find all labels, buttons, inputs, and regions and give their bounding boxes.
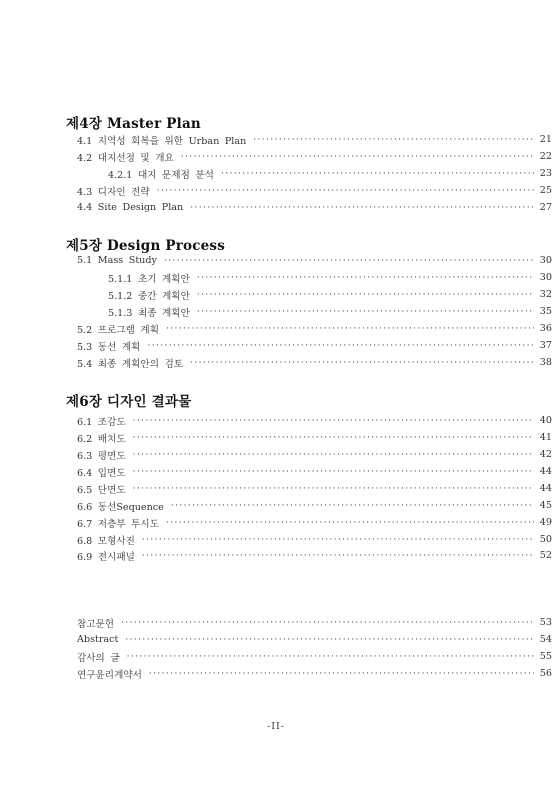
entry-page: 54 (539, 634, 552, 645)
toc-entry[interactable] (0, 648, 552, 665)
entry-label: 6.4 입면도 (77, 467, 126, 479)
chapter-4-title: 제4장 Master Plan (66, 116, 201, 132)
leader-dots (133, 433, 534, 443)
leader-dots (121, 618, 534, 628)
entry-page: 36 (539, 323, 552, 334)
entry-label: Abstract (77, 634, 119, 645)
entry-page: 21 (539, 134, 552, 145)
entry-label: 6.6 동선Sequence (77, 501, 164, 513)
toc-entry[interactable] (0, 547, 552, 564)
toc-entry[interactable] (0, 199, 552, 216)
toc-entry[interactable] (0, 182, 552, 199)
entry-page: 55 (539, 651, 552, 662)
toc-entry[interactable] (0, 148, 552, 165)
toc-entry[interactable] (0, 165, 552, 182)
leader-dots (197, 273, 534, 283)
leader-dots (171, 501, 534, 511)
toc-entry[interactable] (0, 412, 552, 429)
leader-dots (142, 551, 534, 561)
toc-entry[interactable] (0, 131, 552, 148)
entry-page: 49 (539, 517, 552, 528)
toc-entry[interactable] (0, 429, 552, 446)
page-number: -II- (266, 721, 286, 732)
leader-dots (181, 152, 534, 162)
entry-page: 23 (539, 168, 552, 179)
entry-page: 45 (539, 500, 552, 511)
entry-page: 38 (539, 357, 552, 368)
entry-page: 30 (539, 255, 552, 266)
entry-label: 5.1.3 최종 계획안 (108, 307, 190, 319)
entry-label: 6.8 모형사진 (77, 535, 135, 547)
leader-dots (127, 652, 534, 662)
entry-page: 41 (539, 432, 552, 443)
entry-page: 32 (539, 289, 552, 300)
leader-dots (149, 669, 534, 679)
toc-entry[interactable] (0, 497, 552, 514)
entry-page: 35 (539, 306, 552, 317)
toc-entry[interactable] (0, 303, 552, 320)
toc-entry[interactable] (0, 514, 552, 531)
entry-label: 4.1 지역성 회복을 위한 Urban Plan (77, 135, 247, 147)
leader-dots (133, 467, 534, 477)
entry-page: 25 (539, 185, 552, 196)
toc-entry[interactable] (0, 354, 552, 371)
entry-label: 감사의 글 (77, 652, 120, 664)
toc-entry[interactable] (0, 480, 552, 497)
entry-page: 37 (539, 340, 552, 351)
entry-page: 53 (539, 617, 552, 628)
leader-dots (253, 135, 534, 145)
leader-dots (190, 203, 534, 213)
entry-label: 연구윤리계약서 (77, 669, 142, 681)
chapter-5-title: 제5장 Design Process (66, 238, 226, 254)
leader-dots (125, 635, 534, 645)
entry-page: 52 (539, 550, 552, 561)
toc-entry[interactable] (0, 665, 552, 682)
entry-label: 4.3 디자인 전략 (77, 186, 150, 198)
entry-label: 5.4 최종 계획안의 검토 (77, 358, 184, 370)
entry-label: 5.3 동선 계획 (77, 341, 141, 353)
entry-label: 6.2 배치도 (77, 433, 126, 445)
toc-entry[interactable] (0, 269, 552, 286)
leader-dots (190, 358, 534, 368)
entry-label: 6.7 저층부 투시도 (77, 518, 159, 530)
entry-label: 5.1.2 중간 계획안 (108, 290, 190, 302)
entry-page: 42 (539, 449, 552, 460)
toc-entry[interactable] (0, 286, 552, 303)
toc-entry[interactable] (0, 631, 552, 648)
leader-dots (221, 169, 534, 179)
toc-entry[interactable] (0, 614, 552, 631)
entry-label: 4.4 Site Design Plan (77, 202, 184, 213)
toc-entry[interactable] (0, 252, 552, 269)
entry-label: 6.1 조감도 (77, 416, 126, 428)
entry-label: 6.9 전시패널 (77, 551, 135, 563)
leader-dots (166, 518, 534, 528)
entry-page: 44 (539, 466, 552, 477)
entry-label: 5.1 Mass Study (77, 255, 157, 266)
chapter-6-title: 제6장 디자인 결과물 (66, 394, 192, 410)
entry-label: 참고문헌 (77, 618, 115, 630)
toc-entry[interactable] (0, 463, 552, 480)
entry-page: 27 (539, 202, 552, 213)
leader-dots (133, 484, 534, 494)
leader-dots (197, 307, 534, 317)
leader-dots (164, 256, 534, 266)
entry-label: 6.5 단면도 (77, 484, 126, 496)
toc-entry[interactable] (0, 337, 552, 354)
entry-page: 22 (539, 151, 552, 162)
leader-dots (166, 324, 534, 334)
toc-entry[interactable] (0, 446, 552, 463)
entry-label: 6.3 평면도 (77, 450, 126, 462)
entry-label: 5.1.1 초기 계획안 (108, 273, 190, 285)
toc-entry[interactable] (0, 531, 552, 548)
toc-entry[interactable] (0, 320, 552, 337)
entry-page: 40 (539, 415, 552, 426)
leader-dots (157, 186, 534, 196)
entry-label: 4.2 대지선정 및 개요 (77, 152, 174, 164)
leader-dots (133, 450, 534, 460)
leader-dots (133, 416, 534, 426)
entry-label: 5.2 프로그램 계획 (77, 324, 159, 336)
leader-dots (147, 341, 534, 351)
entry-page: 44 (539, 483, 552, 494)
entry-label: 4.2.1 대지 문제점 분석 (108, 169, 214, 181)
leader-dots (142, 535, 534, 545)
entry-page: 30 (539, 272, 552, 283)
leader-dots (197, 290, 534, 300)
entry-page: 56 (539, 668, 552, 679)
entry-page: 50 (539, 534, 552, 545)
